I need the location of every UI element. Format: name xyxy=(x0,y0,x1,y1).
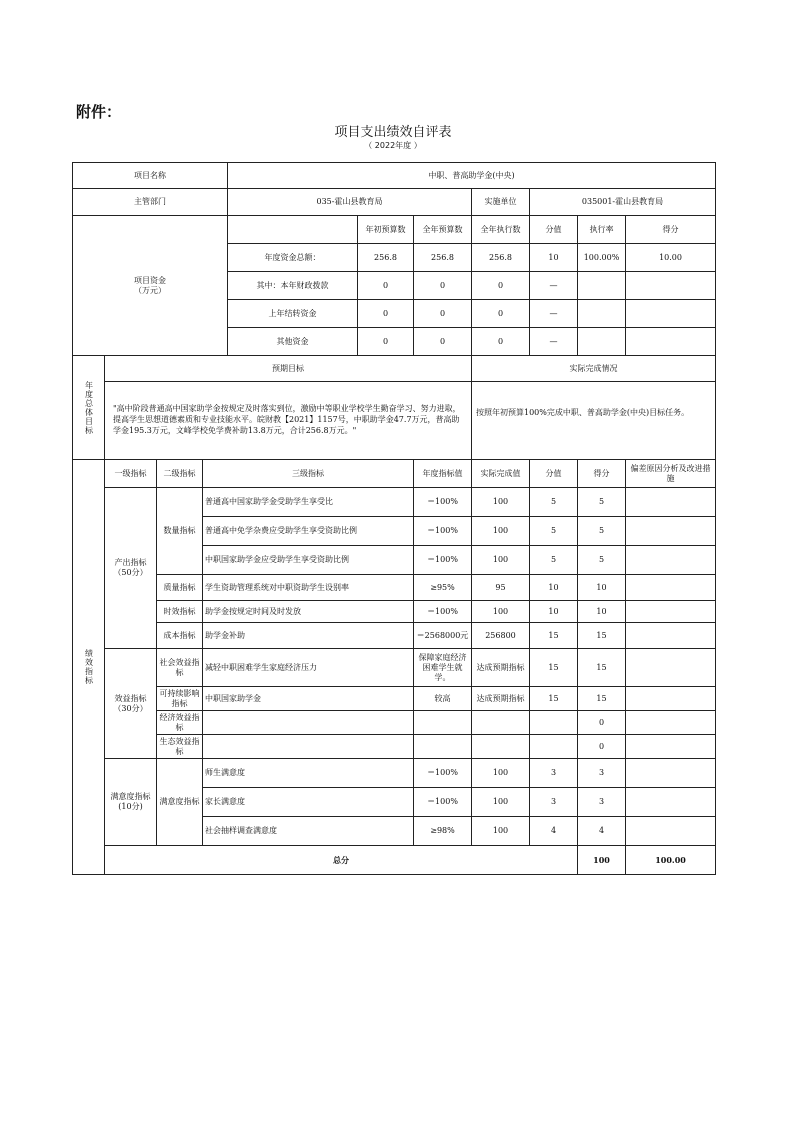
indicator-target: 保障家庭经济困难学生就学。 xyxy=(414,649,472,687)
expected-goal-header: 预期目标 xyxy=(105,356,472,382)
funds-header-cell: 分值 xyxy=(530,216,578,244)
indicator-name: 助学金按规定时间及时发放 xyxy=(203,601,414,623)
funds-cell: 0 xyxy=(472,272,530,300)
ecological-benefit-label: 生态效益指标 xyxy=(157,735,203,759)
indicator-actual: 100 xyxy=(472,517,530,546)
total-score: 100.00 xyxy=(626,846,716,875)
indicator-target: 较高 xyxy=(414,687,472,711)
indicator-score: 0 xyxy=(578,735,626,759)
indicator-target: ＝100% xyxy=(414,759,472,788)
indicator-name: 减轻中职困难学生家庭经济压力 xyxy=(203,649,414,687)
indicator-weight: 5 xyxy=(530,488,578,517)
indicator-target: ＝2568000元 xyxy=(414,623,472,649)
funds-cell: 10 xyxy=(530,244,578,272)
indicator-remark xyxy=(626,759,716,788)
indicator-score: 5 xyxy=(578,488,626,517)
indicator-header-cell: 一级指标 xyxy=(105,460,157,488)
indicator-remark xyxy=(626,546,716,575)
indicator-score: 15 xyxy=(578,649,626,687)
indicator-name: 学生资助管理系统对中职资助学生设别率 xyxy=(203,575,414,601)
funds-cell xyxy=(626,300,716,328)
indicator-actual xyxy=(472,735,530,759)
indicator-score: 15 xyxy=(578,687,626,711)
indicator-remark xyxy=(626,649,716,687)
impl-label: 实施单位 xyxy=(472,189,530,216)
indicator-remark xyxy=(626,687,716,711)
satisfaction-sub-label: 满意度指标 xyxy=(157,759,203,846)
indicators-side-label: 绩效指标 xyxy=(73,460,105,875)
indicator-actual: 达成预期指标 xyxy=(472,687,530,711)
dept-value: 035-霍山县教育局 xyxy=(228,189,472,216)
indicator-target: ＝100% xyxy=(414,788,472,817)
indicator-score: 4 xyxy=(578,817,626,846)
indicator-actual xyxy=(472,711,530,735)
indicator-actual: 100 xyxy=(472,817,530,846)
indicator-weight: 15 xyxy=(530,649,578,687)
expected-goal-text: "高中阶段普通高中国家助学金按规定及时落实到位，激励中等职业学校学生勤奋学习、努力进取，提高学生思想道德素质和专业技能水平。皖财教【2021】1157号，中职助学金47.7万元，普高助学金195.3万元，文峰学校免学费补助13.8万元，合计256.8万元。" xyxy=(105,382,472,460)
indicator-remark xyxy=(626,601,716,623)
indicator-name: 中职国家助学金 xyxy=(203,687,414,711)
indicator-remark xyxy=(626,517,716,546)
funds-cell: — xyxy=(530,328,578,356)
funds-cell xyxy=(578,328,626,356)
page-title: 项目支出绩效自评表 xyxy=(334,125,452,140)
indicator-actual: 256800 xyxy=(472,623,530,649)
indicator-target: ＝100% xyxy=(414,488,472,517)
indicator-target: ＝100% xyxy=(414,517,472,546)
indicator-name xyxy=(203,735,414,759)
funds-cell: 0 xyxy=(472,300,530,328)
indicator-target: ＝100% xyxy=(414,546,472,575)
indicator-weight: 3 xyxy=(530,788,578,817)
indicator-weight: 10 xyxy=(530,601,578,623)
total-weight: 100 xyxy=(578,846,626,875)
indicator-actual: 100 xyxy=(472,601,530,623)
indicator-weight: 5 xyxy=(530,546,578,575)
indicator-target: ≥98% xyxy=(414,817,472,846)
funds-header-cell: 年初预算数 xyxy=(358,216,414,244)
indicator-target xyxy=(414,735,472,759)
funds-cell xyxy=(578,272,626,300)
indicator-score: 10 xyxy=(578,575,626,601)
indicator-header-cell: 年度指标值 xyxy=(414,460,472,488)
indicator-target: ≥95% xyxy=(414,575,472,601)
attachment-label: 附件： xyxy=(76,103,122,121)
funds-row-label: 其中：本年财政拨款 xyxy=(228,272,358,300)
funds-label-line2: （万元） xyxy=(134,285,166,295)
indicator-actual: 100 xyxy=(472,488,530,517)
funds-cell: 0 xyxy=(358,272,414,300)
indicator-weight: 10 xyxy=(530,575,578,601)
funds-cell: 0 xyxy=(414,300,472,328)
dept-label: 主管部门 xyxy=(73,189,228,216)
funds-header-blank xyxy=(228,216,358,244)
quantity-indicator-label: 数量指标 xyxy=(157,488,203,575)
funds-cell: — xyxy=(530,300,578,328)
indicator-remark xyxy=(626,788,716,817)
goals-side-label: 年度总体目标 xyxy=(73,356,105,460)
total-label: 总分 xyxy=(105,846,578,875)
indicator-header-cell: 三级指标 xyxy=(203,460,414,488)
funds-cell: 0 xyxy=(414,272,472,300)
funds-cell: — xyxy=(530,272,578,300)
self-evaluation-table xyxy=(72,162,716,875)
year-label: （ 2022年度 ） xyxy=(364,141,422,150)
indicator-target: ＝100% xyxy=(414,601,472,623)
cost-indicator-label: 成本指标 xyxy=(157,623,203,649)
indicator-remark xyxy=(626,711,716,735)
indicator-name: 普通高中国家助学金受助学生享受比 xyxy=(203,488,414,517)
impl-value: 035001-霍山县教育局 xyxy=(530,189,716,216)
indicator-score: 5 xyxy=(578,517,626,546)
indicator-header-cell: 二级指标 xyxy=(157,460,203,488)
output-indicator-label: 产出指标 （50分） xyxy=(105,488,157,649)
indicator-remark xyxy=(626,488,716,517)
indicator-weight: 5 xyxy=(530,517,578,546)
indicator-actual: 100 xyxy=(472,788,530,817)
indicator-score: 5 xyxy=(578,546,626,575)
funds-header-cell: 全年执行数 xyxy=(472,216,530,244)
funds-cell: 256.8 xyxy=(358,244,414,272)
funds-cell: 10.00 xyxy=(626,244,716,272)
funds-cell: 100.00% xyxy=(578,244,626,272)
project-name-label: 项目名称 xyxy=(73,163,228,189)
indicator-name: 社会抽样调查满意度 xyxy=(203,817,414,846)
indicator-remark xyxy=(626,817,716,846)
funds-cell xyxy=(626,328,716,356)
funds-cell: 0 xyxy=(472,328,530,356)
economic-benefit-label: 经济效益指标 xyxy=(157,711,203,735)
funds-cell xyxy=(626,272,716,300)
funds-label xyxy=(73,216,228,356)
indicator-actual: 95 xyxy=(472,575,530,601)
indicator-score: 3 xyxy=(578,788,626,817)
funds-cell: 256.8 xyxy=(472,244,530,272)
indicator-header-cell: 实际完成值 xyxy=(472,460,530,488)
satisfaction-indicator-label: 满意度指标(10分) xyxy=(105,759,157,846)
benefit-indicator-label: 效益指标 （30分） xyxy=(105,649,157,759)
indicator-score: 3 xyxy=(578,759,626,788)
indicator-actual: 100 xyxy=(472,546,530,575)
actual-completion-text: 按照年初预算100%完成中职、普高助学金(中央)目标任务。 xyxy=(472,382,716,460)
funds-row-label: 其他资金 xyxy=(228,328,358,356)
funds-cell: 256.8 xyxy=(414,244,472,272)
indicator-header-cell: 分值 xyxy=(530,460,578,488)
sustainable-impact-label: 可持续影响指标 xyxy=(157,687,203,711)
indicator-score: 0 xyxy=(578,711,626,735)
funds-row-label: 年度资金总额： xyxy=(228,244,358,272)
actual-completion-header: 实际完成情况 xyxy=(472,356,716,382)
funds-header-cell: 全年预算数 xyxy=(414,216,472,244)
indicator-weight: 3 xyxy=(530,759,578,788)
indicator-name: 助学金补助 xyxy=(203,623,414,649)
indicator-weight xyxy=(530,711,578,735)
indicator-header-cell: 偏差原因分析及改进措施 xyxy=(626,460,716,488)
indicator-name: 师生满意度 xyxy=(203,759,414,788)
indicator-header-cell: 得分 xyxy=(578,460,626,488)
indicator-name: 普通高中免学杂费应受助学生享受资助比例 xyxy=(203,517,414,546)
indicator-weight: 15 xyxy=(530,687,578,711)
indicator-remark xyxy=(626,735,716,759)
indicator-actual: 达成预期指标 xyxy=(472,649,530,687)
funds-cell: 0 xyxy=(414,328,472,356)
indicator-actual: 100 xyxy=(472,759,530,788)
indicator-weight: 15 xyxy=(530,623,578,649)
social-benefit-label: 社会效益指标 xyxy=(157,649,203,687)
indicator-weight: 4 xyxy=(530,817,578,846)
quality-indicator-label: 质量指标 xyxy=(157,575,203,601)
project-name-value: 中职、普高助学金(中央) xyxy=(228,163,716,189)
indicator-name: 中职国家助学金应受助学生享受资助比例 xyxy=(203,546,414,575)
indicator-name xyxy=(203,711,414,735)
indicator-score: 15 xyxy=(578,623,626,649)
funds-label-line1: 项目资金 xyxy=(134,275,166,285)
indicator-remark xyxy=(626,623,716,649)
funds-cell: 0 xyxy=(358,300,414,328)
funds-cell xyxy=(578,300,626,328)
indicator-remark xyxy=(626,575,716,601)
funds-header-cell: 得分 xyxy=(626,216,716,244)
indicator-score: 10 xyxy=(578,601,626,623)
funds-cell: 0 xyxy=(358,328,414,356)
funds-row-label: 上年结转资金 xyxy=(228,300,358,328)
funds-header-cell: 执行率 xyxy=(578,216,626,244)
indicator-target xyxy=(414,711,472,735)
indicator-weight xyxy=(530,735,578,759)
indicator-name: 家长满意度 xyxy=(203,788,414,817)
timeliness-indicator-label: 时效指标 xyxy=(157,601,203,623)
